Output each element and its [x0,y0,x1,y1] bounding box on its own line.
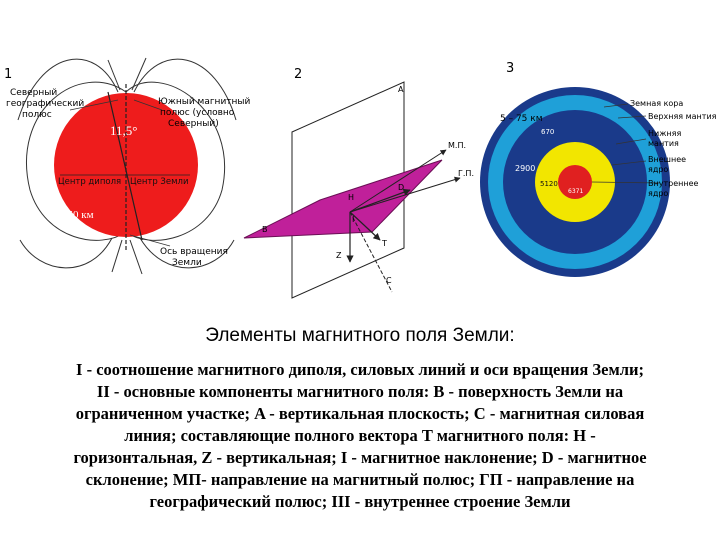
label-inner-core: Внутреннее ядро [648,179,699,198]
label-C: C [386,276,392,285]
label-rotation-axis: Ось вращения Земли [160,247,228,268]
depth-crust: 5 – 75 км [500,114,543,124]
label-south-mag-pole: Южный магнитный полюс (условно Северный) [158,97,251,129]
caption-line: географический полюс; III - внутреннее строение Земли [149,492,571,511]
label-Z: Z [336,251,342,260]
panel-number-2: 2 [294,67,303,82]
depth-2900: 2900 [515,164,536,173]
label-T: T [382,239,387,248]
label-H: H [348,193,355,202]
caption-line: II - основные компоненты магнитного поля: B - поверхность Земли на [96,382,624,401]
panel-2 [244,67,474,298]
label-D: D [398,183,405,192]
depth-6371: 6371 [568,188,584,195]
label-earth-center: Центр Земли [130,177,189,187]
caption-line: склонение; МП- направление на магнитный полюс; ГП - направление на [85,470,635,489]
label-outer-core: Внешнее ядро [648,155,687,174]
caption-line: горизонтальная, Z - вертикальная; I - магнитное наклонение; D - магнитное [73,448,647,467]
label-lower-mantle: Нижняя мантия [648,129,682,148]
depth-5120: 5120 [540,180,558,188]
caption-line: ограниченном участке; A - вертикальная плоскость; C - магнитная силовая [75,404,645,423]
label-angle: 11,5° [110,123,138,138]
label-B: B [262,225,268,234]
panel-number-1: 1 [4,67,13,82]
label-MP: М.П. [448,141,467,150]
depth-670: 670 [541,128,555,136]
label-A: A [398,85,404,94]
caption-body [8,359,712,513]
caption-line: линия; составляющие полного вектора T магнитного поля: H - [124,426,596,445]
label-GP: Г.П. [458,169,474,178]
label-upper-mantle: Верхняя мантия [648,112,717,121]
caption-line: I - соотношение магнитного диполя, силовых линий и оси вращения Земли; [76,360,644,379]
panel-number-3: 3 [506,61,515,76]
label-distance: 450 км [62,209,94,221]
label-north-geo-pole: Северный географический полюс [6,88,85,120]
panel-3 [480,61,717,277]
label-dipole-center: Центр диполя [58,177,122,187]
label-crust: Земная кора [630,99,684,108]
caption-title: Элементы магнитного поля Земли: [205,325,515,346]
panel-1 [4,58,253,274]
label-I: I [352,215,355,224]
